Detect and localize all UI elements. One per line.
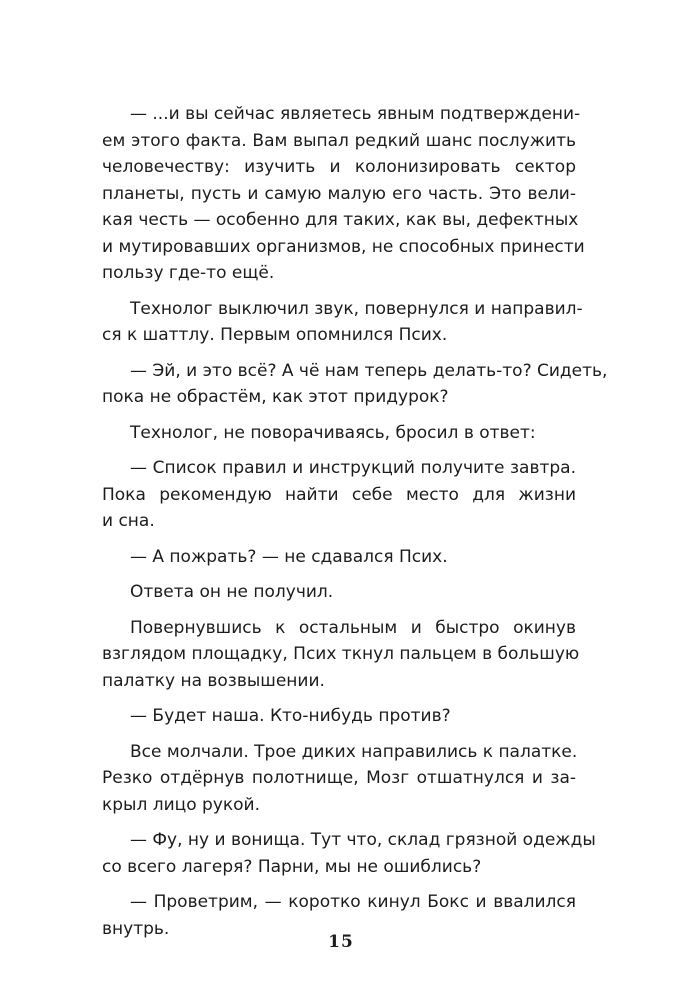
text-line: взглядом площадку, Псих ткнул пальцем в большую <box>102 644 580 664</box>
body-text <box>102 101 608 951</box>
paragraph <box>102 739 576 819</box>
text-line: — ...и вы сейчас являетесь явным подтверждени- <box>130 104 581 124</box>
paragraph <box>102 296 583 349</box>
text-line: — Список правил и инструкций получите завтра. <box>130 458 576 478</box>
text-line: Пока рекомендую найти себе место для жизни <box>102 484 576 505</box>
text-line: — Эй, и это всё? А чё нам теперь делать-то? Сидеть, <box>130 360 608 381</box>
paragraph <box>102 455 576 535</box>
text-line: крыл лицо рукой. <box>102 794 261 815</box>
paragraph <box>102 579 576 606</box>
paragraph <box>102 827 596 880</box>
text-line: Повернувшись к остальным и быстро окинув <box>130 617 576 638</box>
text-line: — Фу, ну и вонища. Тут что, склад грязной одежды <box>130 830 596 850</box>
text-line: пока не обрастём, как этот придурок? <box>102 387 449 407</box>
text-line: кая честь — особенно для таких, как вы, дефектных <box>102 210 579 230</box>
text-line: внутрь. <box>102 918 170 939</box>
paragraph <box>102 420 576 447</box>
text-line: пользу где-то ещё. <box>102 263 275 283</box>
paragraph <box>102 544 576 571</box>
paragraph <box>102 101 585 287</box>
paragraph <box>102 615 580 695</box>
text-line: и мутировавших организмов, не способных принести <box>102 236 585 257</box>
paragraph <box>102 703 576 730</box>
text-line: планеты, пусть и самую малую его часть. Это вели- <box>102 183 576 204</box>
page-number: 15 <box>328 932 354 952</box>
text-line: и сна. <box>102 511 155 531</box>
text-line: — Проветрим, — коротко кинул Бокс и ввалился <box>130 892 576 912</box>
text-line: ем этого факта. Вам выпал редкий шанс послужить <box>102 130 576 151</box>
paragraph <box>102 358 608 411</box>
text-line: Резко отдёрнув полотнище, Мозг отшатнулся и за- <box>102 768 576 788</box>
text-line: Технолог выключил звук, повернулся и направил- <box>130 298 583 319</box>
text-line: палатку на возвышении. <box>102 670 325 691</box>
text-line: — Будет наша. Кто-нибудь против? <box>130 706 451 726</box>
text-line: Все молчали. Трое диких направились к палатке. <box>130 741 578 762</box>
text-line: человечеству: изучить и колонизировать сектор <box>102 157 576 177</box>
text-line: Технолог, не поворачиваясь, бросил в ответ: <box>130 422 536 443</box>
text-line: Ответа он не получил. <box>130 582 334 602</box>
text-line: со всего лагеря? Парни, мы не ошиблись? <box>102 856 482 877</box>
text-line: ся к шаттлу. Первым опомнился Псих. <box>102 325 448 345</box>
text-line: — А пожрать? — не сдавался Псих. <box>130 546 448 567</box>
